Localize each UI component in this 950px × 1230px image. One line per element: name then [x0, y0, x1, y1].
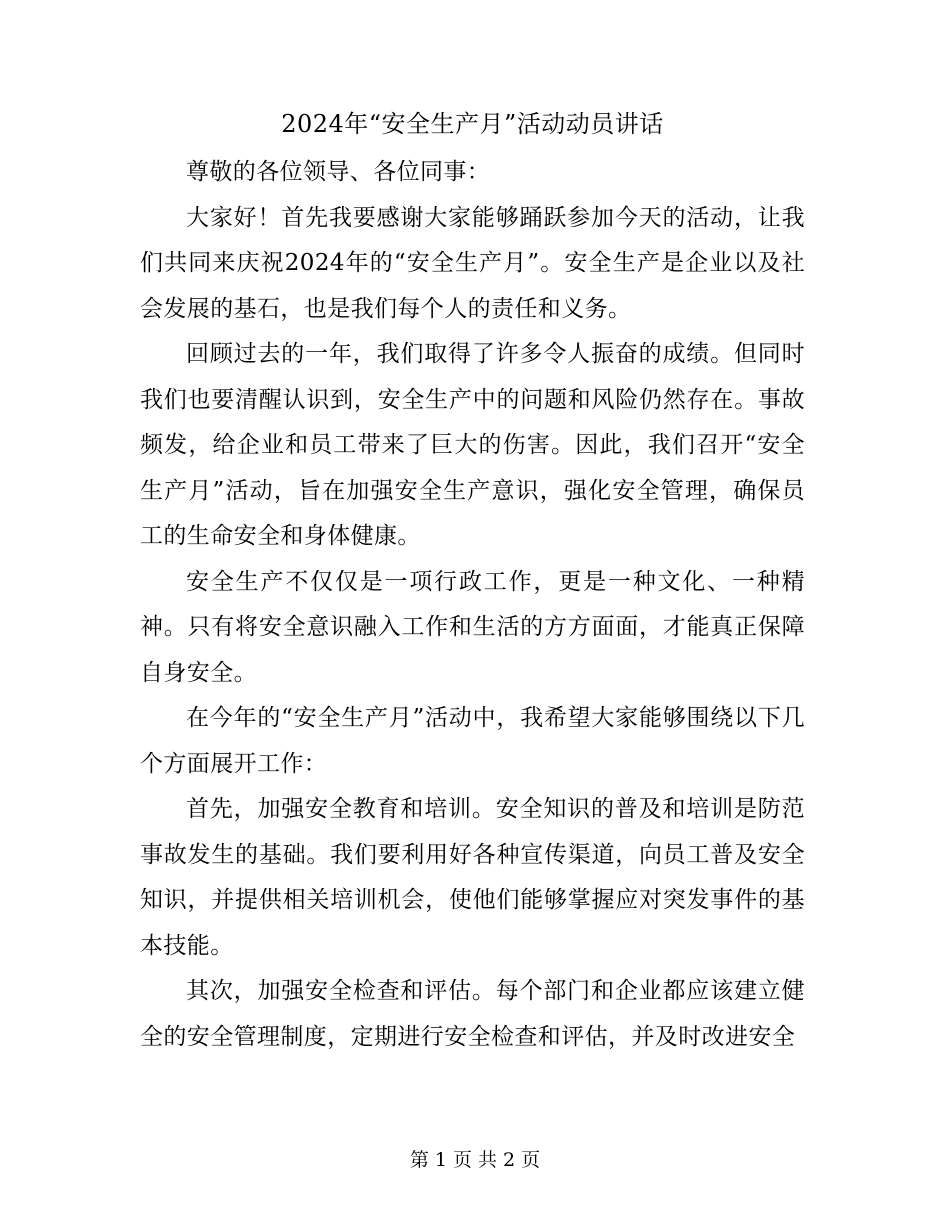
- document-body: [140, 150, 805, 1060]
- body-paragraph: 回顾过去的一年，我们取得了许多令人振奋的成绩。但同时我们也要清醒认识到，安全生产中的问题和风险仍然存在。事故频发，给企业和员工带来了巨大的伤害。因此，我们召开“安全生产月”活动，旨在加强安全生产意识，强化安全管理，确保员工的生命安全和身体健康。: [140, 341, 805, 549]
- body-paragraph: 在今年的“安全生产月”活动中，我希望大家能够围绕以下几个方面展开工作：: [140, 705, 805, 777]
- body-paragraph: 大家好！首先我要感谢大家能够踊跃参加今天的活动，让我们共同来庆祝2024年的“安全生产月”。安全生产是企业以及社会发展的基石，也是我们每个人的责任和义务。: [140, 204, 805, 322]
- body-paragraph: 其次，加强安全检查和评估。每个部门和企业都应该建立健全的安全管理制度，定期进行安全检查和评估，并及时改进安全: [140, 978, 805, 1050]
- salutation-paragraph: 尊敬的各位领导、各位同事：: [186, 159, 491, 185]
- body-paragraph: 首先，加强安全教育和培训。安全知识的普及和培训是防范事故发生的基础。我们要利用好各种宣传渠道，向员工普及安全知识，并提供相关培训机会，使他们能够掌握应对突发事件的基本技能。: [140, 796, 805, 959]
- page-number-footer: 第 1 页 共 2 页: [409, 1149, 541, 1171]
- document-title: 2024年“安全生产月”活动动员讲话: [281, 110, 664, 138]
- body-paragraph: 安全生产不仅仅是一项行政工作，更是一种文化、一种精神。只有将安全意识融入工作和生活的方方面面，才能真正保障自身安全。: [140, 568, 805, 686]
